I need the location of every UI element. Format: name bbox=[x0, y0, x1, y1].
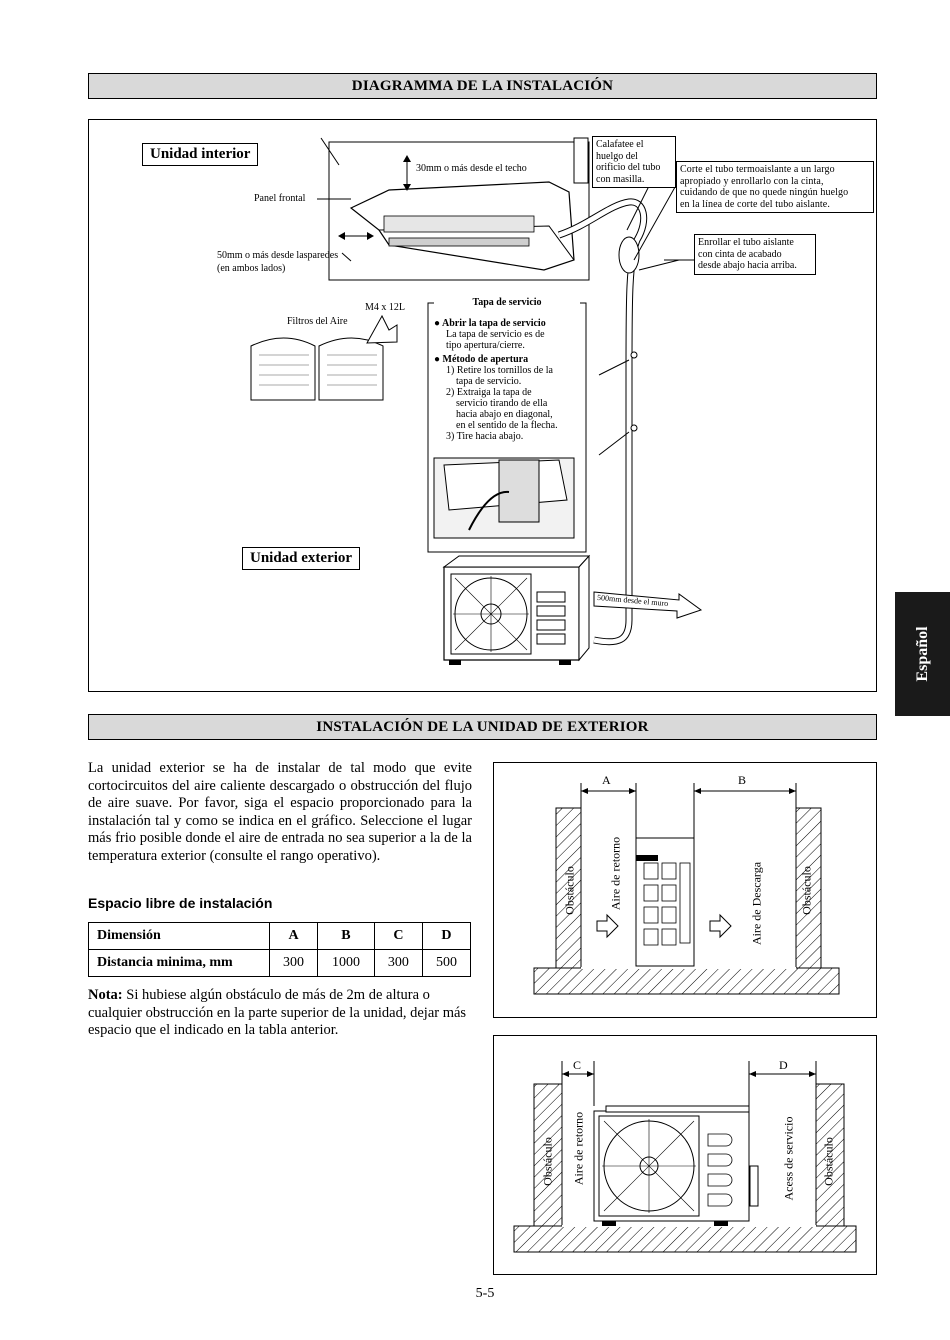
language-tab: Español bbox=[895, 592, 950, 716]
service-cover-title: Tapa de servicio bbox=[434, 297, 580, 308]
table-row: Distancia minima, mm 300 1000 300 500 bbox=[89, 950, 471, 977]
intro-paragraph: La unidad exterior se ha de instalar de tal modo que evite cortocircuitos del aire caliente descargado o obstrucción del flujo de aire suave. Por favor, siga el espacio proporcionado para la instalación tal y como se indica en el gráfico. Seleccione el lugar más frio posible donde el aire de entrada no sea superior a la de la temperatura exterior (consulte el rango operativo). bbox=[88, 760, 472, 864]
dimension-c-label: C bbox=[573, 1058, 582, 1072]
table-header-row: Dimensión A B C D bbox=[89, 923, 471, 950]
discharge-air-label: Aire de Descarga bbox=[749, 861, 764, 946]
obstacle-left-label: Obstáculo bbox=[540, 1137, 555, 1186]
air-filters-text: Filtros del Aire bbox=[287, 316, 348, 327]
clearance-subheading: Espacio libre de instalación bbox=[88, 895, 273, 911]
caulk-note: Calafatee el huelgo del orificio del tubo con masilla. bbox=[592, 136, 676, 188]
return-air-label: Aire de retorno bbox=[571, 1111, 586, 1186]
wrap-tube-note: Enrollar el tubo aislante con cinta de acabado desde abajo hacia arriba. bbox=[694, 234, 816, 275]
page-number: 5-5 bbox=[475, 1286, 495, 1301]
dimension-d-label: D bbox=[779, 1058, 788, 1072]
clearance-figure-bottom bbox=[493, 1035, 877, 1275]
dimension-b-label: B bbox=[738, 773, 747, 787]
cut-tube-note: Corte el tubo termoaislante a un largo apropiado y enrollarlo con la cinta, cuidando de que no quede ningún huelgo en la línea de corte del tubo aislante. bbox=[676, 161, 874, 213]
wall-distance-text: 500mm desde el muro bbox=[596, 592, 669, 609]
indoor-unit-label: Unidad interior bbox=[142, 143, 258, 166]
wall-clearance-text: 50mm o más desde lasparedes bbox=[217, 250, 339, 261]
front-panel-text: Panel frontal bbox=[254, 193, 306, 204]
clearance-figure-top-drawing bbox=[494, 763, 878, 1019]
outdoor-unit-label: Unidad exterior bbox=[242, 547, 360, 570]
clearance-figure-top bbox=[493, 762, 877, 1018]
screw-size-text: M4 x 12L bbox=[365, 302, 405, 313]
dimension-a-label: A bbox=[602, 773, 611, 787]
obstacle-left-label: Obstáculo bbox=[562, 866, 577, 915]
clearance-table bbox=[88, 922, 471, 977]
note-label: Nota: bbox=[88, 987, 123, 1003]
service-access-label: Acess de servicio bbox=[781, 1116, 796, 1201]
installation-diagram bbox=[88, 119, 877, 692]
obstacle-right-label: Obstáculo bbox=[799, 866, 814, 915]
service-cover-text: Tapa de servicio ● Abrir la tapa de servicio La tapa de servicio es de tipo apertura/cierre. ● Método de apertura 1) Retire los tornillos de la tapa de servicio. 2) Extraiga la tapa de servicio tirando de ella hacia abajo en diagonal, en el sentido de la flecha. 3) Tire hacia abajo. bbox=[434, 297, 580, 442]
opening-method-title: Método de apertura bbox=[442, 354, 529, 365]
return-air-label: Aire de retorno bbox=[608, 836, 623, 911]
note-paragraph: Nota: Si hubiese algún obstáculo de más de 2m de altura o cualquier obstrucción en la parte superior de la unidad, dejar más espacio que el indicado en la tabla anterior. bbox=[88, 987, 467, 1039]
section-title-diagram: DIAGRAMMA DE LA INSTALACIÓN bbox=[88, 73, 877, 99]
open-cover-title: Abrir la tapa de servicio bbox=[442, 318, 546, 329]
ceiling-clearance-text: 30mm o más desde el techo bbox=[416, 163, 527, 174]
wall-clearance-note: (en ambos lados) bbox=[217, 263, 286, 274]
obstacle-right-label: Obstáculo bbox=[821, 1137, 836, 1186]
section-title-outdoor: INSTALACIÓN DE LA UNIDAD DE EXTERIOR bbox=[88, 714, 877, 740]
